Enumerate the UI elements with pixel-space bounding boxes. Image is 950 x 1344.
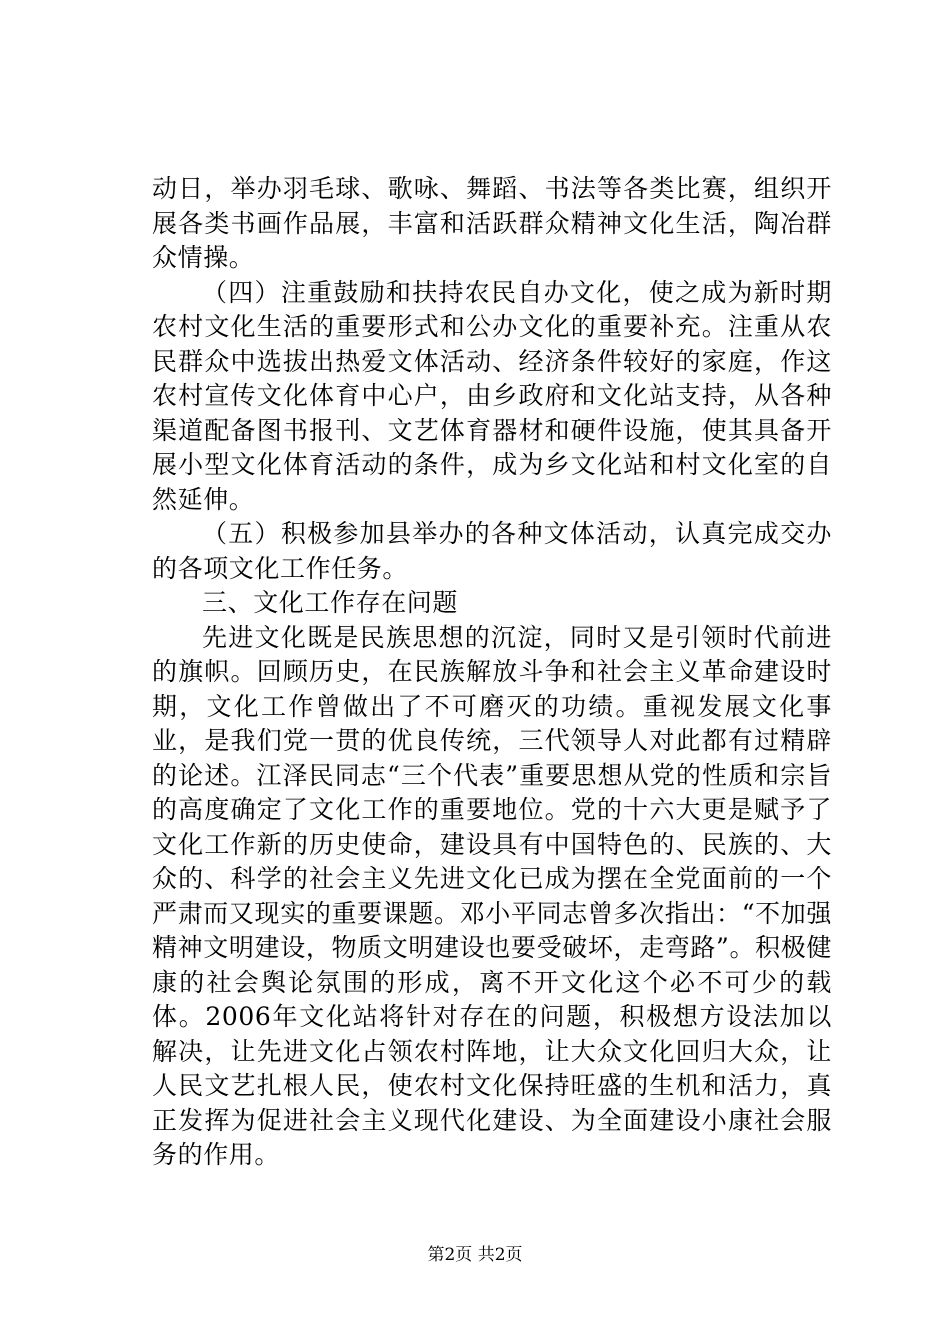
paragraph-item-five: （五）积极参加县举办的各种文体活动，认真完成交办的各项文化工作任务。: [152, 519, 832, 583]
section-heading: 三、文化工作存在问题: [202, 588, 459, 617]
page-footer: [0, 1244, 950, 1266]
document-body: [152, 172, 832, 1173]
paragraph-item-four: （四）注重鼓励和扶持农民自办文化，使之成为新时期农村文化生活的重要形式和公办文化的重要补充。注重从农民群众中选拔出热爱文体活动、经济条件较好的家庭，作这农村宣传文化体育中心户，由乡政府和文化站支持，从各种渠道配备图书报刊、文艺体育器材和硬件设施，使其具备开展小型文化体育活动的条件，成为乡文化站和村文化室的自然延伸。: [152, 277, 832, 514]
paragraph-advanced-culture: 先进文化既是民族思想的沉淀，同时又是引领时代前进的旗帜。回顾历史，在民族解放斗争和社会主义革命建设时期，文化工作曾做出了不可磨灭的功绩。重视发展文化事业，是我们党一贯的优良传统，三代领导人对此都有过精辟的论述。江泽民同志“三个代表”重要思想从党的性质和宗旨的高度确定了文化工作的重要地位。党的十六大更是赋予了文化工作新的历史使命，建设具有中国特色的、民族的、大众的、科学的社会主义先进文化已成为摆在全党面前的一个严肃而又现实的重要课题。邓小平同志曾多次指出：“不加强精神文明建设，物质文明建设也要受破坏，走弯路”。积极健康的社会舆论氛围的形成，离不开文化这个必不可少的载体。2006年文化站将针对存在的问题，积极想方设法加以解决，让先进文化占领农村阵地，让大众文化回归大众，让人民文艺扎根人民，使农村文化保持旺盛的生机和活力，真正发挥为促进社会主义现代化建设、为全面建设小康社会服务的作用。: [152, 622, 832, 1169]
page-number: 第2页 共2页: [427, 1245, 523, 1265]
paragraph-continuation: 动日，举办羽毛球、歌咏、舞蹈、书法等各类比赛，组织开展各类书画作品展，丰富和活跃群众精神文化生活，陶冶群众情操。: [152, 174, 832, 272]
